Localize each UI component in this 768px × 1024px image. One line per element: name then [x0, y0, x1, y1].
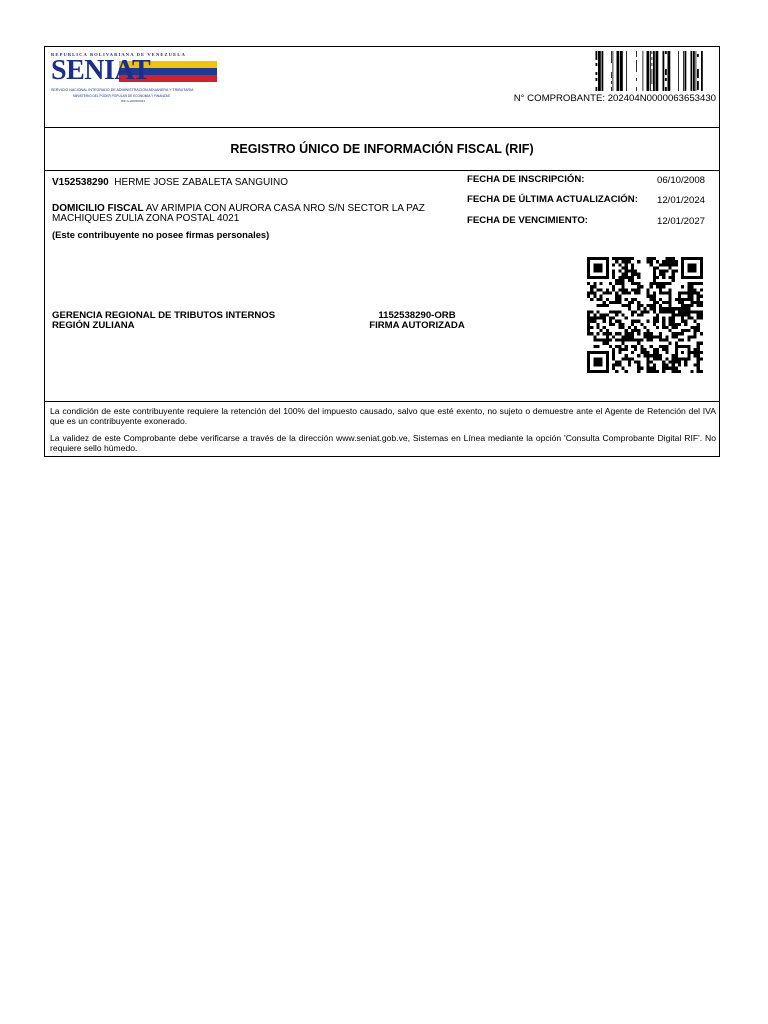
retention-note: La condición de este contribuyente requiere la retención del 100% del impuesto causado, salvo que esté exento, no sujeto o demuestre ante el Agente de Retención del IVA que es un contribuyente exonerado. — [50, 406, 716, 426]
taxpayer-details — [45, 171, 719, 402]
certificate-footer — [45, 402, 719, 456]
gerencia-line-2: REGIÓN ZULIANA — [52, 320, 135, 331]
comprobante-label: N° COMPROBANTE: — [513, 93, 606, 104]
rif-certificate — [44, 46, 720, 457]
fecha-vencimiento-label: FECHA DE VENCIMIENTO: — [467, 215, 588, 226]
firma-label: FIRMA AUTORIZADA — [369, 320, 465, 331]
logo-subtitle: SERVICIO NACIONAL INTEGRADO DE ADMINISTRACION ADUANERA Y TRIBUTARIA — [51, 88, 194, 92]
fecha-actualizacion-label: FECHA DE ÚLTIMA ACTUALIZACIÓN: — [467, 194, 638, 205]
fecha-vencimiento-value: 12/01/2027 — [656, 216, 705, 227]
taxpayer-line — [52, 177, 288, 188]
firma-block — [367, 311, 467, 331]
domicilio-address-2: MACHIQUES ZULIA ZONA POSTAL 4021 — [52, 213, 240, 224]
domicilio-address-1: AV ARIMPIA CON AURORA CASA NRO S/N SECTOR LA PAZ — [145, 203, 425, 214]
logo-ministry: MINISTERIO DEL PODER POPULAR DE ECONOMIA Y FINANZAS — [73, 94, 170, 98]
gerencia-line-1: GERENCIA REGIONAL DE TRIBUTOS INTERNOS — [52, 310, 276, 321]
logo-top-line: REPUBLICA BOLIVARIANA DE VENEZUELA — [51, 52, 186, 57]
firma-code: 1152538290-ORB — [378, 310, 456, 321]
fecha-actualizacion-value: 12/01/2024 — [656, 195, 705, 206]
logo-rif: RIF G-200000031 — [121, 99, 146, 103]
seniat-logo — [51, 52, 226, 106]
taxpayer-rif: V152538290 — [52, 177, 109, 188]
qr-code-icon — [587, 257, 703, 373]
validity-note: La validez de este Comprobante debe verificarse a través de la dirección www.seniat.gob.ve, Sistemas en Línea mediante la opción 'Consulta Comprobante Digital RIF'. No requiere sello húmedo. — [50, 433, 716, 453]
barcode-icon — [593, 51, 715, 91]
firmas-note: (Este contribuyente no posee firmas personales) — [52, 229, 270, 240]
document-title: REGISTRO ÚNICO DE INFORMACIÓN FISCAL (RIF) — [230, 142, 534, 156]
fecha-inscripcion-label: FECHA DE INSCRIPCIÓN: — [467, 174, 585, 185]
certificate-header — [45, 47, 719, 128]
logo-wordmark: SENIAT — [51, 55, 151, 86]
comprobante-number — [514, 93, 716, 104]
taxpayer-name: HERME JOSE ZABALETA SANGUINO — [114, 177, 289, 188]
title-bar — [45, 128, 719, 171]
domicilio-label: DOMICILIO FISCAL — [52, 203, 144, 214]
fecha-inscripcion-value: 06/10/2008 — [656, 175, 705, 186]
comprobante-value: 202404N0000063653430 — [607, 93, 716, 104]
gerencia-block — [52, 311, 275, 331]
